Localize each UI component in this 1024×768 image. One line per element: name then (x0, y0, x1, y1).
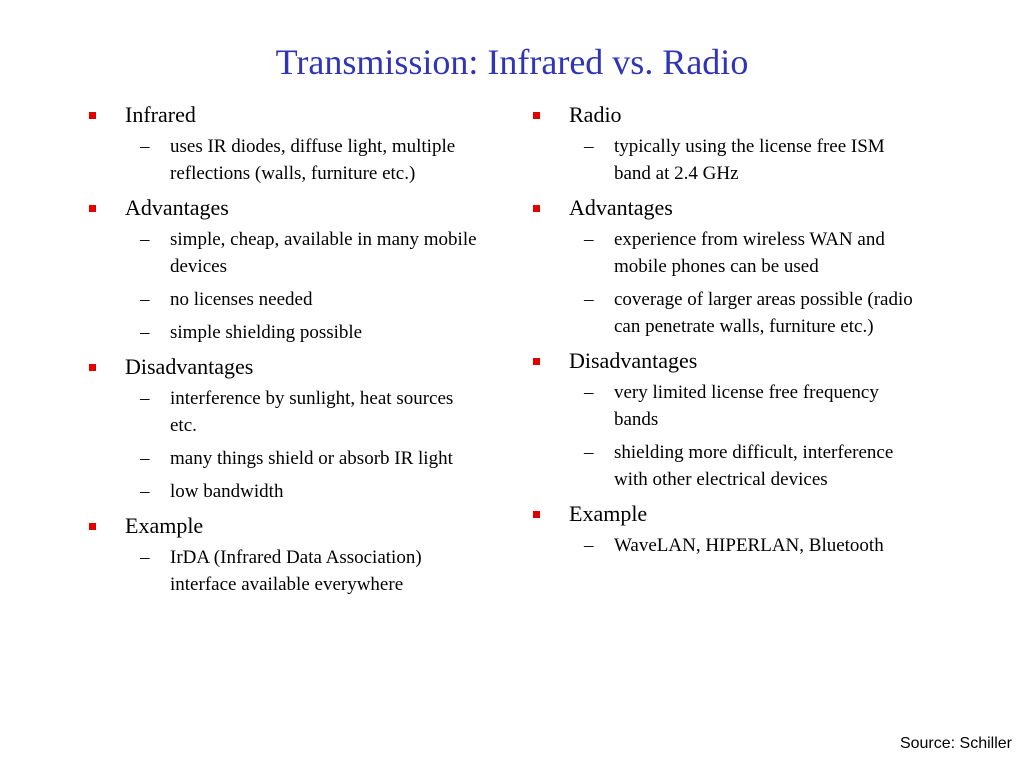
bullet-label: Advantages (569, 195, 673, 220)
sub-item (569, 226, 950, 280)
sub-item (125, 478, 486, 505)
bullet-label: Disadvantages (125, 354, 254, 379)
dash-icon: – (140, 136, 150, 157)
dash-icon: – (140, 229, 150, 250)
bullet-label: Advantages (125, 195, 229, 220)
square-bullet-icon (533, 358, 540, 365)
bullet-example (530, 499, 950, 559)
sub-item (125, 226, 486, 280)
sub-list (125, 385, 486, 505)
dash-icon: – (584, 535, 594, 556)
sub-item (569, 439, 950, 493)
dash-icon: – (584, 289, 594, 310)
square-bullet-icon (89, 112, 96, 119)
sub-item (125, 286, 486, 313)
sub-item (569, 379, 950, 433)
sub-list (125, 544, 486, 598)
bullet-label: Radio (569, 102, 622, 127)
dash-icon: – (140, 547, 150, 568)
sub-item-text: no licenses needed (170, 289, 313, 310)
dash-icon: – (584, 229, 594, 250)
sub-item-text: coverage of larger areas possible (radio can penetrate walls, furniture etc.) (614, 289, 913, 337)
sub-list (125, 133, 486, 187)
sub-item (125, 445, 486, 472)
sub-item-text: interference by sunlight, heat sources etc. (170, 388, 454, 436)
sub-list (125, 226, 486, 346)
sub-item (569, 286, 950, 340)
sub-list (569, 532, 950, 559)
bullet-label: Example (125, 513, 204, 538)
dash-icon: – (584, 442, 594, 463)
dash-icon: – (140, 481, 150, 502)
square-bullet-icon (89, 523, 96, 530)
square-bullet-icon (89, 205, 96, 212)
square-bullet-icon (533, 511, 540, 518)
square-bullet-icon (89, 364, 96, 371)
sub-item-text: many things shield or absorb IR light (170, 448, 453, 469)
bullet-label: Infrared (125, 102, 196, 127)
dash-icon: – (584, 136, 594, 157)
sub-list (569, 379, 950, 493)
sub-item (125, 544, 486, 598)
slide-title: Transmission: Infrared vs. Radio (275, 42, 749, 82)
sub-list (569, 226, 950, 340)
right-column (530, 100, 950, 565)
bullet-infrared (86, 100, 486, 187)
dash-icon: – (140, 289, 150, 310)
bullet-label: Example (569, 501, 648, 526)
bullet-advantages (86, 193, 486, 346)
sub-item (125, 319, 486, 346)
bullet-disadvantages (86, 352, 486, 505)
dash-icon: – (140, 388, 150, 409)
bullet-radio (530, 100, 950, 187)
sub-item (569, 133, 950, 187)
sub-item-text: simple, cheap, available in many mobile devices (170, 229, 477, 277)
sub-item-text: IrDA (Infrared Data Association) interface available everywhere (170, 547, 422, 595)
left-column (86, 100, 486, 604)
source-credit: Source: Schiller (899, 735, 1012, 752)
sub-item (125, 133, 486, 187)
sub-item-text: uses IR diodes, diffuse light, multiple reflections (walls, furniture etc.) (170, 136, 456, 184)
bullet-advantages (530, 193, 950, 340)
dash-icon: – (140, 448, 150, 469)
bullet-label: Disadvantages (569, 348, 698, 373)
sub-item-text: typically using the license free ISM band at 2.4 GHz (614, 136, 885, 184)
sub-item-text: WaveLAN, HIPERLAN, Bluetooth (614, 535, 884, 556)
sub-item-text: simple shielding possible (170, 322, 363, 343)
bullet-disadvantages (530, 346, 950, 493)
sub-item-text: shielding more difficult, interference with other electrical devices (614, 442, 894, 490)
dash-icon: – (140, 322, 150, 343)
sub-list (569, 133, 950, 187)
dash-icon: – (584, 382, 594, 403)
sub-item-text: very limited license free frequency bands (614, 382, 879, 430)
sub-item-text: experience from wireless WAN and mobile phones can be used (614, 229, 885, 277)
bullet-example (86, 511, 486, 598)
square-bullet-icon (533, 205, 540, 212)
square-bullet-icon (533, 112, 540, 119)
sub-item (125, 385, 486, 439)
sub-item (569, 532, 950, 559)
sub-item-text: low bandwidth (170, 481, 284, 502)
